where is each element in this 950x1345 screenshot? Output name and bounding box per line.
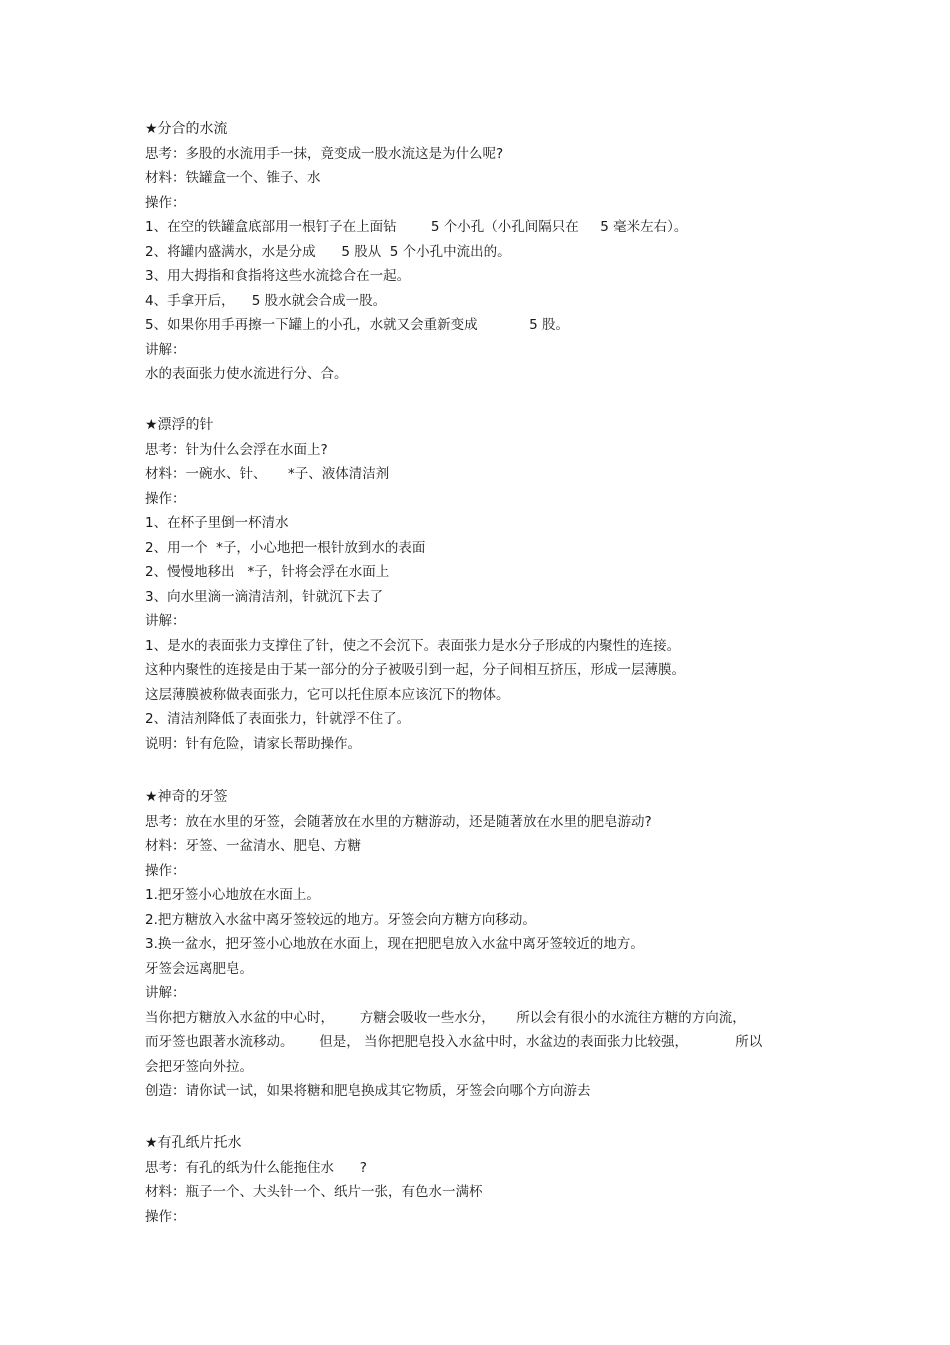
text-line: 1、在空的铁罐盒底部用一根钉子在上面钻 5 个小孔（小孔间隔只在 5 毫米左右）。 <box>145 219 688 235</box>
text-line: 而牙签也跟著水流移动。 但是， 当你把肥皂投入水盆中时，水盆边的表面张力比较强， 所以 <box>145 1034 763 1050</box>
text-line: 2.把方糖放入水盆中离牙签较远的地方。牙签会向方糖方向移动。 <box>145 911 536 928</box>
text-line: 2、将罐内盛满水，水是分成 5 股从 5 个小孔中流出的。 <box>145 243 511 260</box>
section-floating-needle <box>145 413 825 756</box>
text-line: 思考：有孔的纸为什么能拖住水 ? <box>145 1159 367 1176</box>
text-line: 水的表面张力使水流进行分、合。 <box>145 366 348 382</box>
text-line: 这层薄膜被称做表面张力，它可以托住原本应该沉下的物体。 <box>145 686 510 703</box>
text-line: 4、手拿开后， 5 股水就会合成一股。 <box>145 292 387 309</box>
text-line: 1.把牙签小心地放在水面上。 <box>145 887 320 903</box>
section-flowing-water <box>145 117 825 387</box>
text-line: 2、清洁剂降低了表面张力，针就浮不住了。 <box>145 711 411 727</box>
text-line: 思考：放在水里的牙签，会随著放在水里的方糖游动，还是随著放在水里的肥皂游动? <box>145 813 652 830</box>
text-line: 创造：请你试一试，如果将糖和肥皂换成其它物质，牙签会向哪个方向游去 <box>145 1083 591 1099</box>
text-line: 这种内聚性的连接是由于某一部分的分子被吸引到一起，分子间相互挤压，形成一层薄膜。 <box>145 662 685 678</box>
text-line: 5、如果你用手再擦一下罐上的小孔，水就又会重新变成 5 股。 <box>145 317 569 333</box>
text-line: 操作： <box>145 194 186 211</box>
text-line: 操作： <box>145 862 186 879</box>
section-title: ★有孔纸片托水 <box>145 1135 242 1151</box>
text-line: 思考：多股的水流用手一抹，竟变成一股水流这是为什么呢? <box>145 145 504 162</box>
text-line: 讲解： <box>145 341 186 358</box>
text-line: 会把牙签向外拉。 <box>145 1058 253 1075</box>
text-line: 材料：牙签、一盆清水、肥皂、方糖 <box>145 838 361 854</box>
text-line: 材料：一碗水、针、 *子、液体清洁剂 <box>145 466 390 482</box>
text-line: 1、是水的表面张力支撑住了针，使之不会沉下。表面张力是水分子形成的内聚性的连接。 <box>145 637 681 654</box>
text-line: 2、慢慢地移出 *子，针将会浮在水面上 <box>145 564 390 580</box>
section-perforated-paper <box>145 1131 825 1229</box>
text-line: 操作： <box>145 1208 186 1225</box>
section-magic-toothpick <box>145 785 825 1104</box>
text-line: 讲解： <box>145 613 186 629</box>
text-line: 牙签会远离肥皂。 <box>145 960 253 977</box>
text-line: 思考：针为什么会浮在水面上? <box>145 441 328 458</box>
text-line: 2、用一个 *子，小心地把一根针放到水的表面 <box>145 539 426 556</box>
text-line: 材料：瓶子一个、大头针一个、纸片一张，有色水一满杯 <box>145 1184 483 1200</box>
section-title: ★分合的水流 <box>145 121 228 137</box>
section-title: ★漂浮的针 <box>145 417 214 433</box>
text-line: 操作： <box>145 490 186 507</box>
text-line: 3、向水里滴一滴清洁剂，针就沉下去了 <box>145 588 384 605</box>
section-title: ★神奇的牙签 <box>145 789 228 805</box>
text-line: 3.换一盆水，把牙签小心地放在水面上，现在把肥皂放入水盆中离牙签较近的地方。 <box>145 936 644 952</box>
text-line: 当你把方糖放入水盆的中心时， 方糖会吸收一些水分， 所以会有很小的水流往方糖的方向流， <box>145 1009 746 1026</box>
text-line: 说明：针有危险，请家长帮助操作。 <box>145 735 361 752</box>
text-line: 材料：铁罐盒一个、锥子、水 <box>145 170 321 186</box>
text-line: 3、用大拇指和食指将这些水流捻合在一起。 <box>145 268 411 284</box>
text-line: 1、在杯子里倒一杯清水 <box>145 515 289 531</box>
text-line: 讲解： <box>145 985 186 1001</box>
